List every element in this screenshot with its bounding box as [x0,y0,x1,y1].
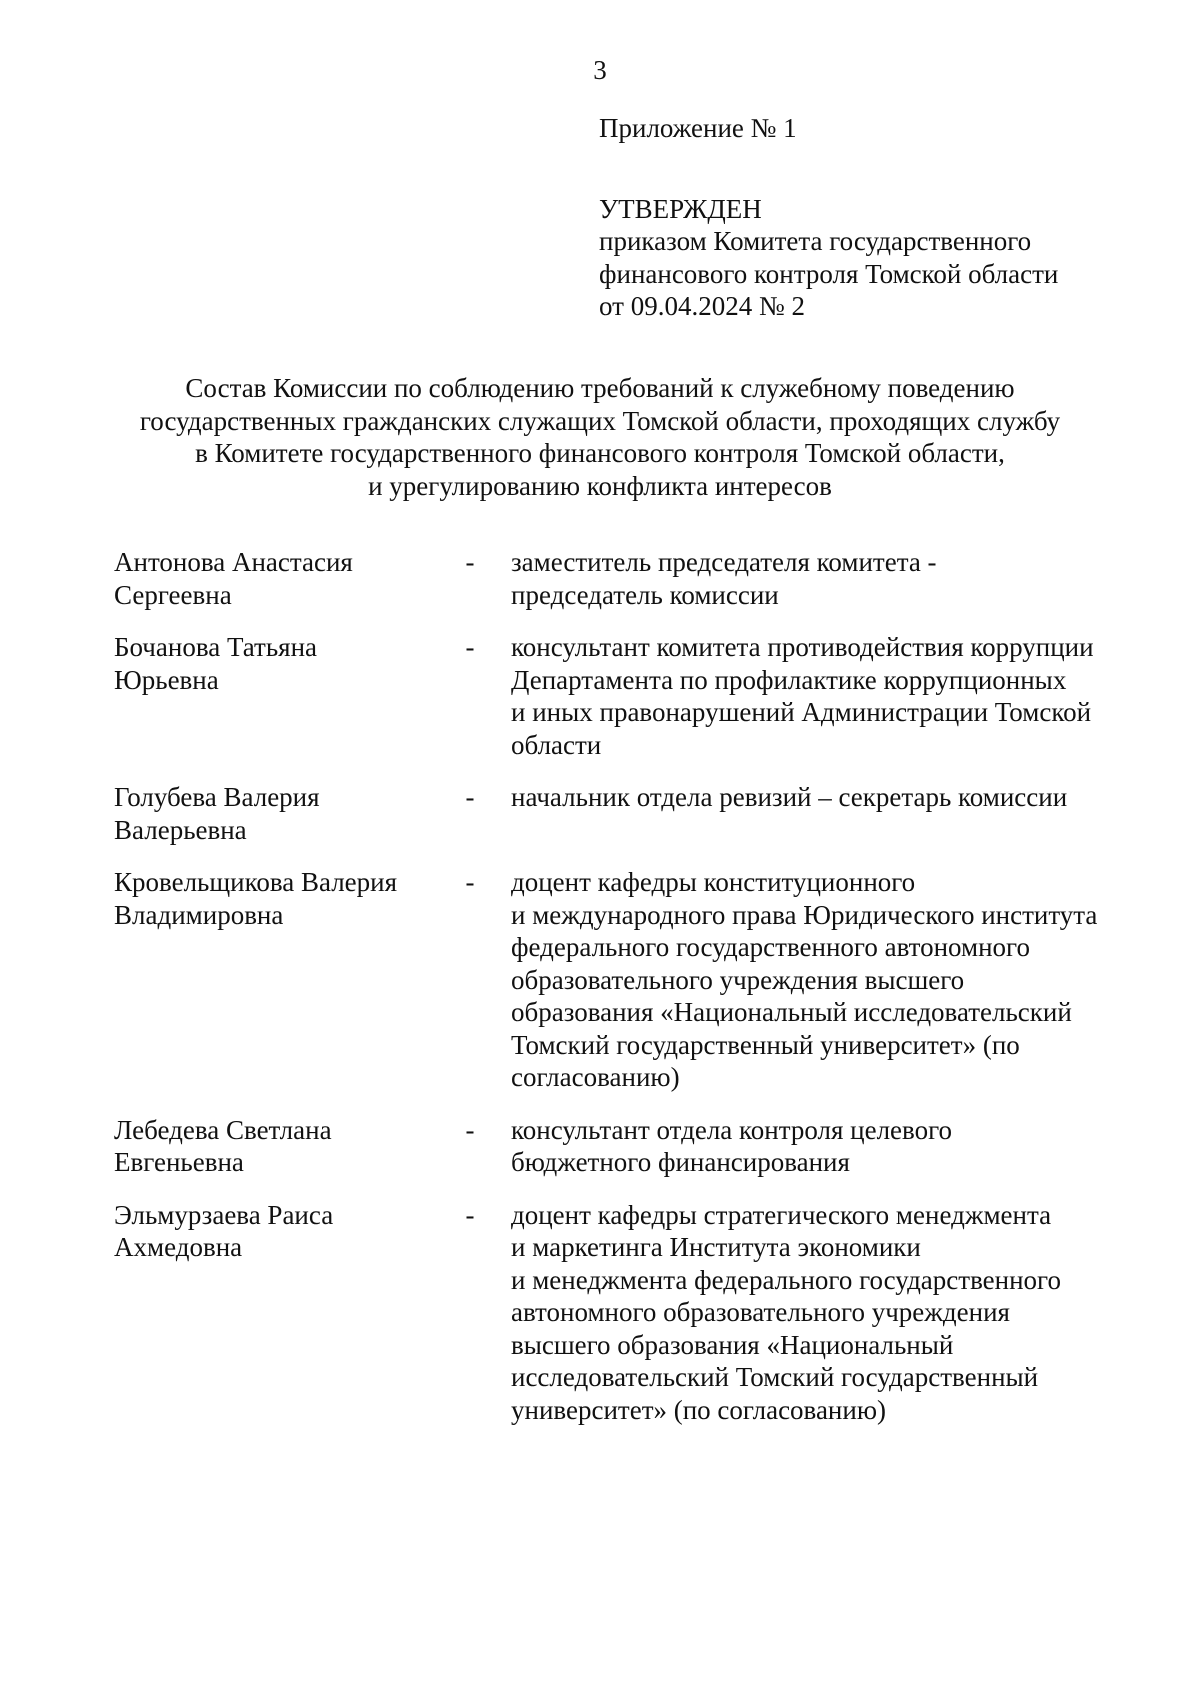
member-row [114,546,1124,611]
member-role [511,631,1124,761]
member-role-line: председатель комиссии [511,579,779,610]
members-list [114,546,1124,1446]
member-name [114,1199,444,1264]
member-name-line: Голубева Валерия [114,782,320,812]
member-name-line: Сергеевна [114,579,232,610]
member-name-line: Евгеньевна [114,1147,244,1177]
member-dash: - [465,1114,475,1145]
member-role-line: автономного образовательного учреждения [511,1297,1010,1327]
member-role-line: высшего образования «Национальный [511,1329,954,1360]
member-role-line: доцент кафедры конституционного [511,867,916,897]
member-role-line: исследовательский Томский государственный [511,1362,1039,1392]
member-role-line: консультант отдела контроля целевого [511,1114,952,1145]
title-line: государственных гражданских служащих Томской области, проходящих службу [139,405,1061,436]
member-role-line: Томский государственный университет» (по [511,1029,1020,1060]
member-role-line: бюджетного финансирования [511,1147,850,1177]
member-role [511,1199,1124,1427]
member-name-line: Ахмедовна [114,1232,243,1262]
member-name-line: Бочанова Татьяна [114,632,318,662]
title-line: в Комитете государственного финансового контроля Томской области, [195,438,1005,468]
member-row [114,866,1124,1094]
member-role-line: федерального государственного автономного [511,932,1030,962]
member-role-line: университет» (по согласованию) [511,1394,886,1425]
approved-label: УТВЕРЖДЕН [599,193,762,224]
member-name-line: Валерьевна [114,814,247,845]
member-role-line: образовательного учреждения высшего [511,964,965,995]
member-role-line: согласованию) [511,1062,680,1092]
member-name [114,1114,444,1179]
member-name [114,866,444,931]
approval-line: финансового контроля Томской области [599,258,1059,289]
member-role-line: образования «Национальный исследовательский [511,997,1072,1027]
member-row [114,1199,1124,1427]
document-title [60,372,1140,502]
member-role [511,781,1124,814]
member-role-line: консультант комитета противодействия коррупции [511,632,1094,662]
member-dash: - [465,782,475,812]
member-role-line: области [511,729,602,760]
member-role-line: заместитель председателя комитета - [511,547,937,577]
member-name-line: Юрьевна [114,664,219,695]
member-role-line: и маркетинга Института экономики [511,1232,921,1262]
member-role-line: и международного права Юридического института [511,899,1098,930]
member-row [114,1114,1124,1179]
member-name-line: Антонова Анастасия [114,547,353,577]
annex-label: Приложение № 1 [599,113,797,143]
member-dash: - [465,1199,475,1230]
member-role-line: и менеджмента федерального государственного [511,1264,1061,1295]
member-dash: - [465,632,475,662]
member-role [511,1114,1124,1179]
approval-line: от 09.04.2024 № 2 [599,291,805,321]
member-row [114,781,1124,846]
member-role-line: Департамента по профилактике коррупционных [511,664,1067,695]
member-name [114,631,444,696]
member-dash: - [465,867,475,897]
member-role-line: начальник отдела ревизий – секретарь комиссии [511,782,1068,812]
approval-line: приказом Комитета государственного [599,226,1032,256]
member-row [114,631,1124,761]
page-number: 3 [593,55,607,85]
member-name-line: Кровельщикова Валерия [114,867,398,897]
member-name-line: Лебедева Светлана [114,1114,332,1145]
title-line: Состав Комиссии по соблюдению требований к служебному поведению [185,373,1015,403]
member-name-line: Эльмурзаева Раиса [114,1199,334,1230]
member-name-line: Владимировна [114,899,284,930]
member-dash: - [465,547,475,577]
member-role-line: и иных правонарушений Администрации Томской [511,697,1092,727]
title-line: и урегулированию конфликта интересов [368,470,832,501]
approval-block [599,112,1058,323]
member-name [114,781,444,846]
member-name [114,546,444,611]
member-role [511,546,1124,611]
member-role [511,866,1124,1094]
member-role-line: доцент кафедры стратегического менеджмента [511,1199,1052,1230]
